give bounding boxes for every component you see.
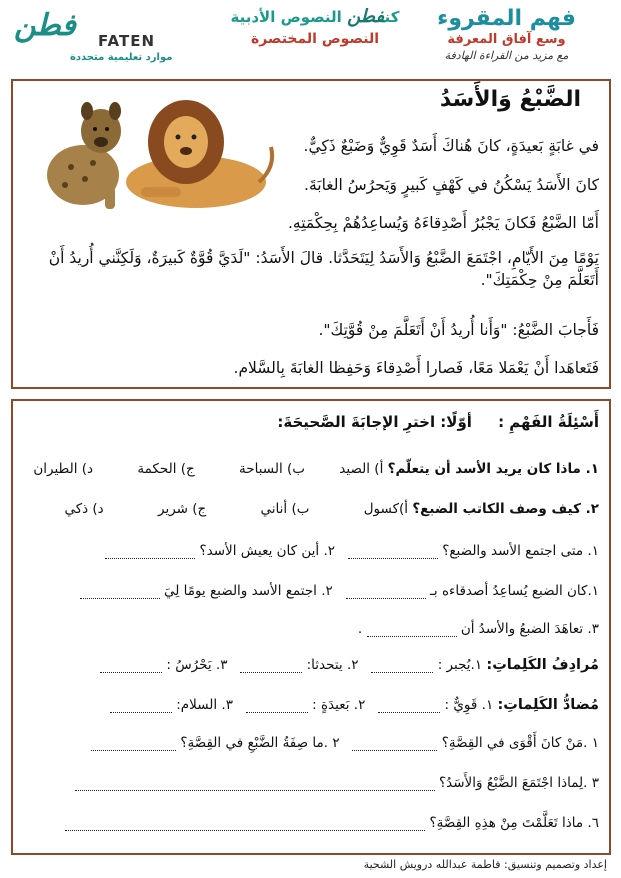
- mcq-1-option-b[interactable]: ب) السباحة: [239, 461, 305, 477]
- mcq-2-option-a[interactable]: أ)كسول: [363, 501, 409, 517]
- reading-brand: [404, 6, 609, 62]
- faten-logo-latin: FATEN: [98, 32, 156, 50]
- antonyms-label: مُضادُّ الكَلِماتِ:: [497, 697, 599, 713]
- series-logo: فطن: [347, 6, 385, 27]
- mcq-1-option-d[interactable]: د) الطيران: [33, 461, 94, 477]
- brand-subtitle: وسع آفاق المعرفة: [447, 32, 566, 47]
- story-paragraph-4: يَوْمًا مِنَ الأَيّامِ، اجْتَمَعَ الضَّبْعُ وَالأَسَدُ لِيَتَحَدَّثا. قالَ الأَسَدُ: "لَدَيَّ قُوَّةٌ كَبيرَةٌ، وَلَكِنَّني أُريدُ أَنْ أَتَعَلَّمَ مِنْ حِكْمَتِكَ".: [48, 249, 599, 289]
- open-q1-answer[interactable]: [352, 736, 437, 751]
- story-paragraph-2: كانَ الأَسَدُ يَسْكُنُ في كَهْفٍ كَبيرٍ وَيَحرُسُ الغابَةَ.: [304, 176, 599, 194]
- brand-title: فهم المقروء: [437, 6, 576, 31]
- story-paragraph-1: في غابَةٍ بَعيدَةٍ، كانَ هُناكَ أَسَدٌ قَوِيٌّ وَضَبْعٌ ذَكِيٌّ.: [303, 137, 599, 155]
- synonym-3-answer[interactable]: [100, 658, 162, 673]
- mcq-2-option-c[interactable]: ج) شرير: [158, 501, 207, 517]
- open-q1: ١ .مَنْ كانَ أَقْوَى في القِصَّةِ؟: [441, 735, 599, 751]
- antonym-1: ١. قَوِيٌّ :: [444, 697, 494, 713]
- antonym-2: ٢. بَعيدَةٍ :: [312, 697, 366, 713]
- footer-credit: إعداد وتصميم وتنسيق: فاطمة عبدالله درويش الشحية: [363, 858, 607, 871]
- antonym-2-answer[interactable]: [246, 698, 308, 713]
- open-q4-answer[interactable]: [65, 816, 425, 831]
- synonym-3: ٣. يَحْرُسُ :: [166, 657, 228, 673]
- story-title: الضَّبْعُ وَالأَسَدُ: [439, 87, 581, 112]
- antonym-1-answer[interactable]: [378, 698, 440, 713]
- mcq-1-option-c[interactable]: ج) الحكمة: [137, 461, 195, 477]
- series-prefix: كن: [384, 8, 400, 26]
- open-questions-row-1: [21, 735, 599, 751]
- open-q4: ٦. ماذا تَعَلَّمْتَ مِنْ هذِهِ القِصَّةِ؟: [429, 815, 599, 831]
- antonyms-row: [21, 697, 599, 713]
- short-q2: ٢. أين كان يعيش الأسد؟: [199, 543, 336, 559]
- series-subtitle: النصوص المختصرة: [250, 31, 380, 47]
- mcq-2: [21, 501, 599, 517]
- mcq-2-question: ٢. كيف وصف الكاتب الضبع؟: [412, 501, 599, 517]
- open-q3: ٣ .لِماذا اجْتَمَعَ الضَّبْعُ وَالأَسَدُ؟: [438, 775, 599, 791]
- synonym-1-answer[interactable]: [371, 658, 433, 673]
- short-answer-row-1: [21, 543, 599, 559]
- short-q1-answer[interactable]: [348, 544, 438, 559]
- mcq-1-question: ١. ماذا كان يريد الأسد أن يتعلّم؟: [387, 461, 599, 477]
- synonym-2: ٢. يتحدثا:: [306, 657, 359, 673]
- short-q1: ١. متى اجتمع الأسد والضبع؟: [442, 543, 599, 559]
- questions-section-title: أَسْئِلَةُ الفَهْمِ :: [498, 413, 599, 431]
- page-header: [0, 0, 621, 76]
- synonym-2-answer[interactable]: [240, 658, 302, 673]
- mcq-1: [21, 461, 599, 477]
- brand-tagline: مع مزيد من القراءة الهادفة: [444, 49, 569, 62]
- story-paragraph-5: فَأَجابَ الضَّبْعُ: "وَأَنا أُريدُ أَنْ أَتَعَلَّمَ مِنْ قُوَّتِكَ".: [318, 321, 599, 339]
- open-q2: ٢ .ما صِفَةُ الضَّبْعِ في القِصَّةِ؟: [180, 735, 340, 751]
- short-answer-row-2: [21, 583, 599, 599]
- synonyms-label: مُرادِفُ الكَلِماتِ:: [486, 657, 599, 673]
- open-q2-answer[interactable]: [91, 736, 176, 751]
- series-title: [215, 6, 415, 47]
- synonym-1: ١.يُجبر :: [437, 657, 483, 673]
- questions-heading: [21, 413, 599, 431]
- mcq-2-option-b[interactable]: ب) أناني: [260, 501, 310, 517]
- fill-q2-answer[interactable]: [80, 584, 160, 599]
- fill-q2: ٢. اجتمع الأسد والضبع يومًا لِيَ: [163, 583, 333, 599]
- story-paragraph-6: فَتَعاهَدا أَنْ يَعْمَلا مَعًا، فَصارا أَصْدِقاءَ وَحَفِظا الغابَةَ بِالسَّلام.: [233, 359, 599, 377]
- story-box: [11, 79, 611, 389]
- open-q3-answer[interactable]: [75, 776, 435, 791]
- short-q2-answer[interactable]: [105, 544, 195, 559]
- series-name: النصوص الأدبية: [230, 8, 342, 26]
- fill-q3-answer[interactable]: [367, 622, 457, 637]
- short-answer-row-3: ٣. تعاهَدَ الضبعُ والأسدُ أن .: [357, 621, 599, 637]
- faten-logo-script: فطن: [14, 8, 76, 43]
- part1-title: أوّلًا: اخترِ الإجابَةَ الصَّحيحَةَ:: [277, 413, 472, 431]
- fill-q1: ١.كان الضبع يُساعِدُ أصدقاءه بـ: [429, 583, 599, 599]
- questions-box: [11, 399, 611, 855]
- synonyms-row: [21, 657, 599, 673]
- antonym-3-answer[interactable]: [110, 698, 172, 713]
- fill-q1-answer[interactable]: [346, 584, 426, 599]
- mcq-1-option-a[interactable]: أ) الصيد: [339, 461, 384, 477]
- open-questions-row-3: [21, 815, 599, 831]
- faten-logo: [10, 8, 200, 70]
- mcq-2-option-d[interactable]: د) ذكي: [64, 501, 104, 517]
- antonym-3: ٣. السلام:: [176, 697, 233, 713]
- open-questions-row-2: [21, 775, 599, 791]
- story-paragraph-3: أَمّا الضَّبْعُ فَكانَ يَجْبُرُ أَصْدِقاءَهُ وَيُساعِدُهُمْ بِحِكْمَتِهِ.: [287, 214, 599, 232]
- fill-q3: ٣. تعاهَدَ الضبعُ والأسدُ أن: [460, 621, 599, 637]
- faten-logo-tagline: موارد تعليمية متجددة: [70, 52, 173, 63]
